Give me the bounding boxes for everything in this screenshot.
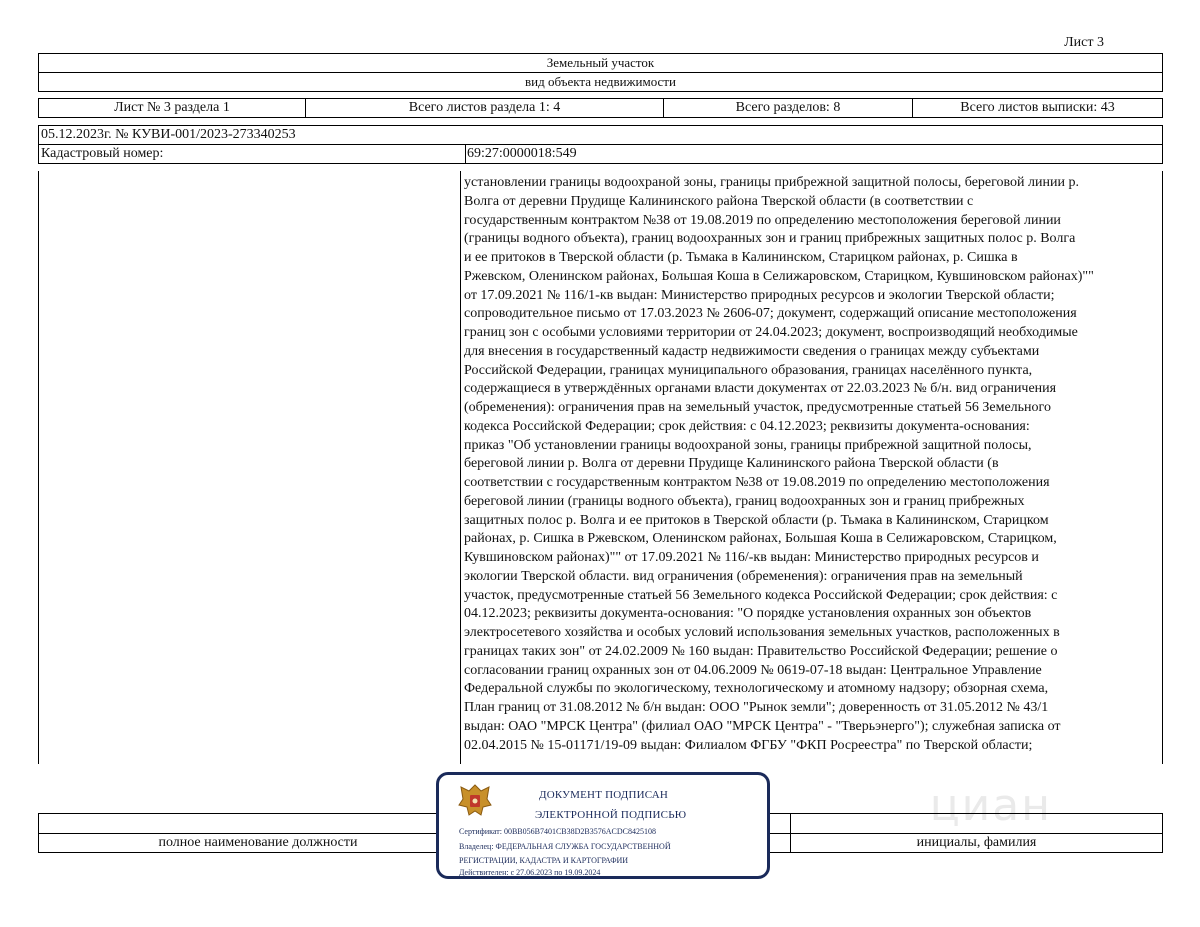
- cadastral-divider: [465, 145, 466, 163]
- cadastral-number: 69:27:0000018:549: [467, 146, 577, 161]
- frame-right-line: [1162, 171, 1163, 764]
- electronic-signature-stamp: [436, 772, 770, 879]
- object-subtitle: вид объекта недвижимости: [38, 72, 1163, 92]
- frame-left-line: [38, 171, 39, 764]
- sheet-section-cell: Лист № 3 раздела 1: [39, 99, 306, 117]
- stamp-line1: ДОКУМЕНТ ПОДПИСАН: [539, 789, 669, 801]
- frame-middle-line: [460, 171, 461, 764]
- name-label: инициалы, фамилия: [916, 835, 1037, 850]
- object-title: Земельный участок: [38, 53, 1163, 72]
- extract-date-number: 05.12.2023г. № КУВИ-001/2023-273340253: [38, 125, 1163, 144]
- total-sheets-section-cell: Всего листов раздела 1: 4: [306, 99, 664, 117]
- cadastral-row: [38, 144, 1163, 164]
- sheet-label: Лист 3: [1064, 35, 1104, 50]
- cadastral-label: Кадастровый номер:: [41, 146, 164, 161]
- total-sheets-extract-cell: Всего листов выписки: 43: [960, 100, 1115, 115]
- watermark-logo: циан: [929, 780, 1052, 831]
- coat-of-arms-icon: [457, 781, 493, 821]
- total-sections-cell: Всего разделов: 8: [664, 99, 913, 117]
- stamp-owner-line1: Владелец: ФЕДЕРАЛЬНАЯ СЛУЖБА ГОСУДАРСТВЕННОЙ: [459, 842, 671, 851]
- stamp-valid: Действителен: с 27.06.2023 по 19.09.2024: [459, 868, 601, 877]
- stamp-certificate: Сертификат: 00BB056B7401CB38D2B3576ACDC8425108: [459, 827, 656, 836]
- position-label: полное наименование должности: [158, 835, 358, 850]
- stamp-owner-line2: РЕГИСТРАЦИИ, КАДАСТРА И КАРТОГРАФИИ: [459, 856, 629, 865]
- sheet-info-header: [38, 98, 1163, 118]
- stamp-line2: ЭЛЕКТРОННОЙ ПОДПИСЬЮ: [535, 809, 687, 821]
- signature-divider: [790, 813, 791, 853]
- encumbrance-description: установлении границы водоохраной зоны, границы прибрежной защитной полосы, береговой линии р. Волга от деревни Прудище Калининского района Тверской области (в соответствии с государственным контрактом №38 от 19.08.2019 по определению местоположения береговой линии (границы водного объекта), границ водоохранных зон и границ прибрежных защитных полос р. Волга и ее притоков в Тверской области (р. Тьмака в Калининском, Старицком районах, р. Сишка в Ржевском, Оленинском районах, Большая Коша в Селижаровском, Старицком, Кувшиновском районах)"" от 17.09.2021 № 116/1-кв выдан: Министерство природных ресурсов и экологии Тверской области; сопроводительное письмо от 17.03.2023 № 2606-07; документ, содержащий описание местоположения границ зон с особыми условиями территории от 24.04.2023; документ, воспроизводящий необходимые для внесения в государственный кадастр недвижимости сведения о границах между субъектами Российской Федерации, границах муниципального образования, границах населённого пункта, содержащиеся в утверждённых органами власти документах от 22.03.2023 № б/н. вид ограничения (обременения): ограничения прав на земельный участок, предусмотренные статьей 56 Земельного кодекса Российской Федерации; срок действия: с 04.12.2023; реквизиты документа-основания: приказ "Об установлении границы водоохраной зоны, границы прибрежной защитной полосы, береговой линии р. Волга от деревни Прудище Калининского района Тверской области (в соответствии с государственным контрактом №38 от 19.08.2019 по определению местоположения береговой линии (границы водного объекта), границ водоохранных зон и границ прибрежных защитных полос р. Волга и ее притоков в Тверской области (р. Тьмака в Калининском, Старицком районах, р. Сишка в Ржевском, Оленинском районах, Большая Коша в Селижаровском, Старицком, Кувшиновском районах)"" от 17.09.2021 № 116/-кв выдан: Министерство природных ресурсов и экологии Тверской области. вид ограничения (обременения): ограничения прав на земельный участок, предусмотренные статьей 56 Земельного кодекса Российской Федерации; срок действия: с 04.12.2023; реквизиты документа-основания: "О порядке установления охранных зон объектов электросетевого хозяйства и особых условий использования земельных участков, расположенных в границах таких зон" от 24.02.2009 № 160 выдан: Правительство Российской Федерации; решение о согласовании границ охранных зон от 04.06.2009 № 0619-07-18 выдан: Центральное Управление Федеральной службы по экологическому, технологическому и атомному надзору; обзорная схема, План границ от 31.08.2012 № б/н выдан: ООО "Рынок земли"; доверенность от 31.05.2012 № 43/1 выдан: ОАО "МРСК Центра" (филиал ОАО "МРСК Центра" - "Тверьэнерго"); служебная записка от 02.04.2015 № 15-01171/19-09 выдан: Филиалом ФГБУ "ФКП Росреестра" по Тверской области;: [464, 175, 1094, 753]
